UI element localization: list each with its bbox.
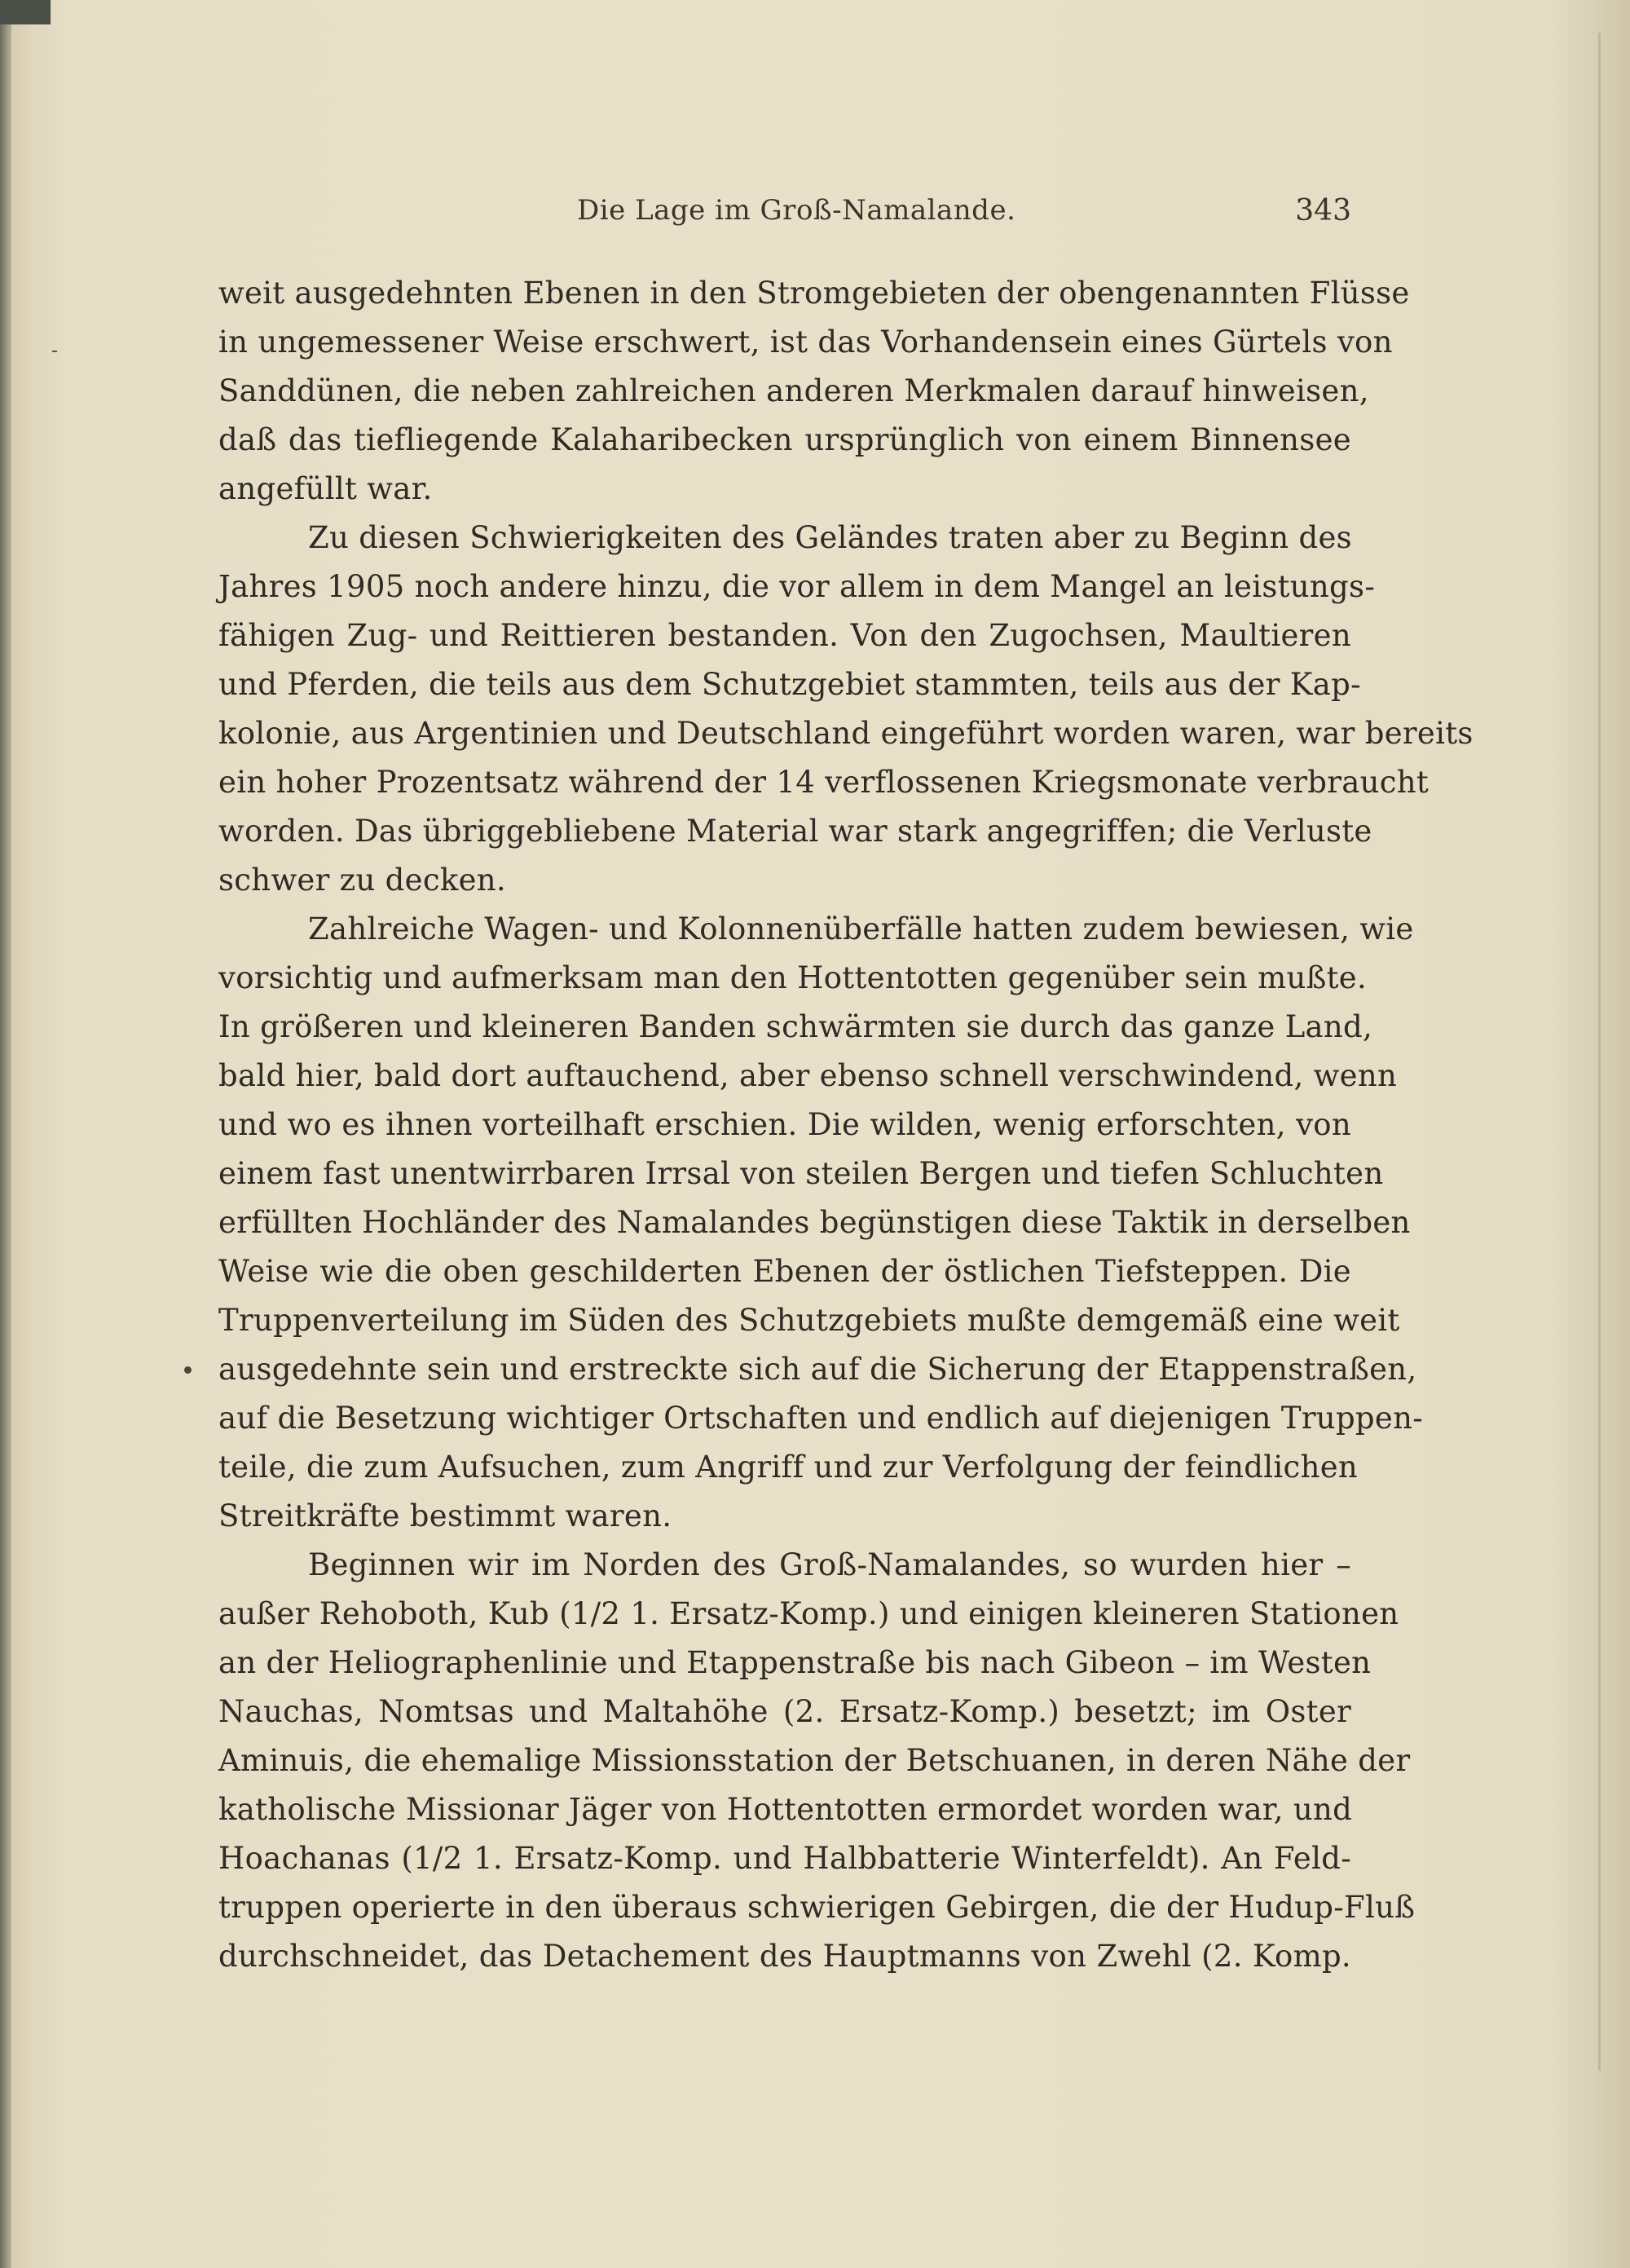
text-line: Beginnen wir im Norden des Groß-Namalandes, so wurden hier – [308, 1547, 1351, 1582]
text-line: ein hoher Prozentsatz während der 14 verflossenen Kriegsmonate verbraucht [218, 765, 1430, 800]
text-line: fähigen Zug- und Reittieren bestanden. Von den Zugochsen, Maultieren [218, 618, 1351, 653]
text-line: einem fast unentwirrbaren Irrsal von steilen Bergen und tiefen Schluchten [218, 1156, 1384, 1191]
margin-dot [184, 1366, 192, 1374]
text-line: daß das tiefliegende Kalaharibecken ursprünglich von einem Binnensee [218, 422, 1351, 457]
text-line: Hoachanas (1/2 1. Ersatz-Komp. und Halbbatterie Winterfeldt). An Feld- [218, 1841, 1351, 1876]
text-line: weit ausgedehnten Ebenen in den Stromgebieten der obengenannten Flüsse [218, 276, 1410, 311]
text-line: Zu diesen Schwierigkeiten des Geländes traten aber zu Beginn des [308, 520, 1352, 555]
text-line: Weise wie die oben geschilderten Ebenen der östlichen Tiefsteppen. Die [218, 1254, 1351, 1289]
text-line: Streitkräfte bestimmt waren. [218, 1498, 672, 1533]
body-text [218, 269, 1474, 1981]
text-line: Aminuis, die ehemalige Missionsstation der Betschuanen, in deren Nähe der [218, 1743, 1411, 1778]
text-line: vorsichtig und aufmerksam man den Hottentotten gegenüber sein mußte. [218, 960, 1368, 995]
text-line: worden. Das übriggebliebene Material war stark angegriffen; die Verluste [218, 814, 1372, 849]
text-line: kolonie, aus Argentinien und Deutschland eingeführt worden waren, war bereits [218, 716, 1474, 751]
book-binding-edge [0, 0, 11, 2268]
text-line: In größeren und kleineren Banden schwärmten sie durch das ganze Land, [218, 1009, 1373, 1044]
margin-mark [52, 351, 57, 352]
page-fold-shadow [1598, 33, 1601, 2071]
binding-corner [0, 0, 51, 24]
text-line: truppen operierte in den überaus schwierigen Gebirgen, die der Hudup-Fluß [218, 1890, 1416, 1925]
text-line: ausgedehnte sein und erstreckte sich auf die Sicherung der Etappenstraßen, [218, 1352, 1417, 1387]
text-line: an der Heliographenlinie und Etappenstraße bis nach Gibeon – im Westen [218, 1645, 1372, 1680]
text-line: auf die Besetzung wichtiger Ortschaften und endlich auf diejenigen Truppen- [218, 1401, 1424, 1436]
text-line: in ungemessener Weise erschwert, ist das Vorhandensein eines Gürtels von [218, 324, 1393, 360]
text-line: teile, die zum Aufsuchen, zum Angriff und zur Verfolgung der feindlichen [218, 1449, 1359, 1485]
page-number: 343 [1295, 194, 1351, 227]
running-title: Die Lage im Groß-Namalande. [577, 194, 1016, 227]
text-line: und Pferden, die teils aus dem Schutzgebiet stammten, teils aus der Kap- [218, 667, 1361, 702]
text-line: schwer zu decken. [218, 863, 506, 898]
text-line: Nauchas, Nomtsas und Maltahöhe (2. Ersatz-Komp.) besetzt; im Oster [218, 1694, 1351, 1729]
text-line: erfüllten Hochländer des Namalandes begünstigen diese Taktik in derselben [218, 1205, 1411, 1240]
text-line: angefüllt war. [218, 471, 433, 506]
text-line: bald hier, bald dort auftauchend, aber ebenso schnell verschwindend, wenn [218, 1058, 1398, 1093]
text-line: und wo es ihnen vorteilhaft erschien. Die wilden, wenig erforschten, von [218, 1107, 1351, 1142]
text-line: durchschneidet, das Detachement des Hauptmanns von Zwehl (2. Komp. [218, 1939, 1351, 1974]
page-header [218, 194, 1351, 243]
text-line: Zahlreiche Wagen- und Kolonnenüberfälle hatten zudem bewiesen, wie [308, 911, 1414, 946]
text-line: Truppenverteilung im Süden des Schutzgebiets mußte demgemäß eine weit [218, 1303, 1400, 1338]
text-line: katholische Missionar Jäger von Hottentotten ermordet worden war, und [218, 1792, 1353, 1827]
text-line: Sanddünen, die neben zahlreichen anderen Merkmalen darauf hinweisen, [218, 373, 1369, 408]
text-line: außer Rehoboth, Kub (1/2 1. Ersatz-Komp.) und einigen kleineren Stationen [218, 1596, 1399, 1631]
text-line: Jahres 1905 noch andere hinzu, die vor allem in dem Mangel an leistungs- [218, 569, 1376, 604]
